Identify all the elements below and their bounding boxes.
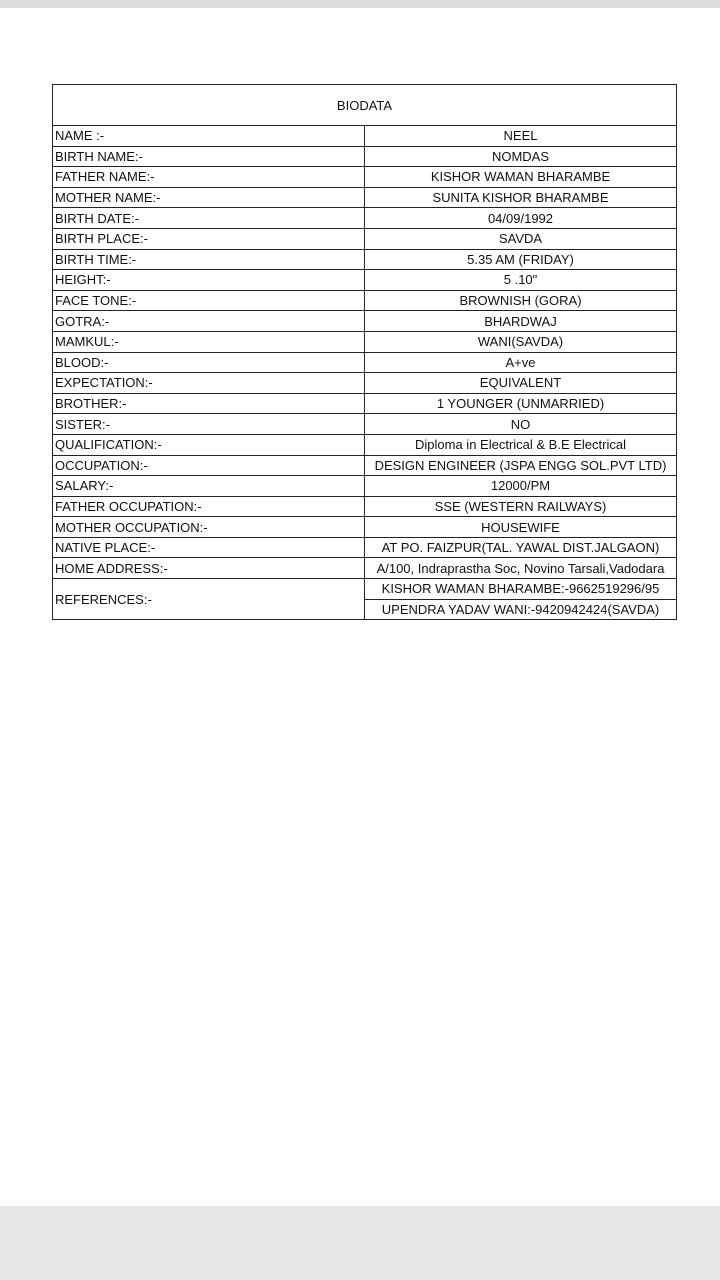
table-row	[53, 352, 677, 373]
field-value: SUNITA KISHOR BHARAMBE	[365, 187, 677, 208]
field-value: DESIGN ENGINEER (JSPA ENGG SOL.PVT LTD)	[365, 455, 677, 476]
field-value: 1 YOUNGER (UNMARRIED)	[365, 393, 677, 414]
references-label: REFERENCES:-	[53, 579, 365, 620]
field-label: EXPECTATION:-	[53, 373, 365, 394]
table-row	[53, 270, 677, 291]
table-row	[53, 290, 677, 311]
document-page	[0, 8, 720, 1206]
title-row	[53, 85, 677, 126]
field-value: WANI(SAVDA)	[365, 331, 677, 352]
field-label: MOTHER OCCUPATION:-	[53, 517, 365, 538]
table-row	[53, 373, 677, 394]
field-value: SAVDA	[365, 228, 677, 249]
table-row	[53, 228, 677, 249]
reference-value: KISHOR WAMAN BHARAMBE:-9662519296/95	[365, 579, 677, 600]
biodata-table	[52, 84, 677, 620]
field-label: GOTRA:-	[53, 311, 365, 332]
table-row	[53, 331, 677, 352]
field-label: OCCUPATION:-	[53, 455, 365, 476]
table-row	[53, 434, 677, 455]
field-value: HOUSEWIFE	[365, 517, 677, 538]
field-label: BLOOD:-	[53, 352, 365, 373]
field-label: MAMKUL:-	[53, 331, 365, 352]
field-value: A/100, Indraprastha Soc, Novino Tarsali,Vadodara	[365, 558, 677, 579]
field-value: 04/09/1992	[365, 208, 677, 229]
field-value: Diploma in Electrical & B.E Electrical	[365, 434, 677, 455]
field-label: BIRTH TIME:-	[53, 249, 365, 270]
field-label: SALARY:-	[53, 476, 365, 497]
reference-value: UPENDRA YADAV WANI:-9420942424(SAVDA)	[365, 599, 677, 620]
field-label: NATIVE PLACE:-	[53, 537, 365, 558]
table-row	[53, 537, 677, 558]
table-row	[53, 208, 677, 229]
field-value: BHARDWAJ	[365, 311, 677, 332]
field-label: HEIGHT:-	[53, 270, 365, 291]
field-value: 5 .10"	[365, 270, 677, 291]
field-label: BROTHER:-	[53, 393, 365, 414]
table-row	[53, 393, 677, 414]
table-row	[53, 187, 677, 208]
field-value: AT PO. FAIZPUR(TAL. YAWAL DIST.JALGAON)	[365, 537, 677, 558]
table-row	[53, 517, 677, 538]
field-label: QUALIFICATION:-	[53, 434, 365, 455]
field-value: SSE (WESTERN RAILWAYS)	[365, 496, 677, 517]
field-label: BIRTH PLACE:-	[53, 228, 365, 249]
table-row	[53, 496, 677, 517]
table-row	[53, 476, 677, 497]
viewer-bottom-strip	[0, 1206, 720, 1280]
field-value: NOMDAS	[365, 146, 677, 167]
table-row	[53, 414, 677, 435]
field-label: FATHER OCCUPATION:-	[53, 496, 365, 517]
table-row	[53, 311, 677, 332]
field-label: FATHER NAME:-	[53, 167, 365, 188]
field-value: NO	[365, 414, 677, 435]
viewer-top-strip	[0, 0, 720, 8]
table-row	[53, 558, 677, 579]
field-label: BIRTH DATE:-	[53, 208, 365, 229]
table-row	[53, 167, 677, 188]
table-row	[53, 249, 677, 270]
field-value: KISHOR WAMAN BHARAMBE	[365, 167, 677, 188]
field-value: 12000/PM	[365, 476, 677, 497]
field-label: SISTER:-	[53, 414, 365, 435]
table-row	[53, 455, 677, 476]
document-title: BIODATA	[53, 85, 677, 126]
field-label: MOTHER NAME:-	[53, 187, 365, 208]
field-label: BIRTH NAME:-	[53, 146, 365, 167]
table-row	[53, 146, 677, 167]
references-row	[53, 579, 677, 600]
table-row	[53, 126, 677, 147]
field-value: BROWNISH (GORA)	[365, 290, 677, 311]
field-label: NAME :-	[53, 126, 365, 147]
field-value: 5.35 AM (FRIDAY)	[365, 249, 677, 270]
field-value: A+ve	[365, 352, 677, 373]
field-label: FACE TONE:-	[53, 290, 365, 311]
field-value: NEEL	[365, 126, 677, 147]
field-label: HOME ADDRESS:-	[53, 558, 365, 579]
field-value: EQUIVALENT	[365, 373, 677, 394]
